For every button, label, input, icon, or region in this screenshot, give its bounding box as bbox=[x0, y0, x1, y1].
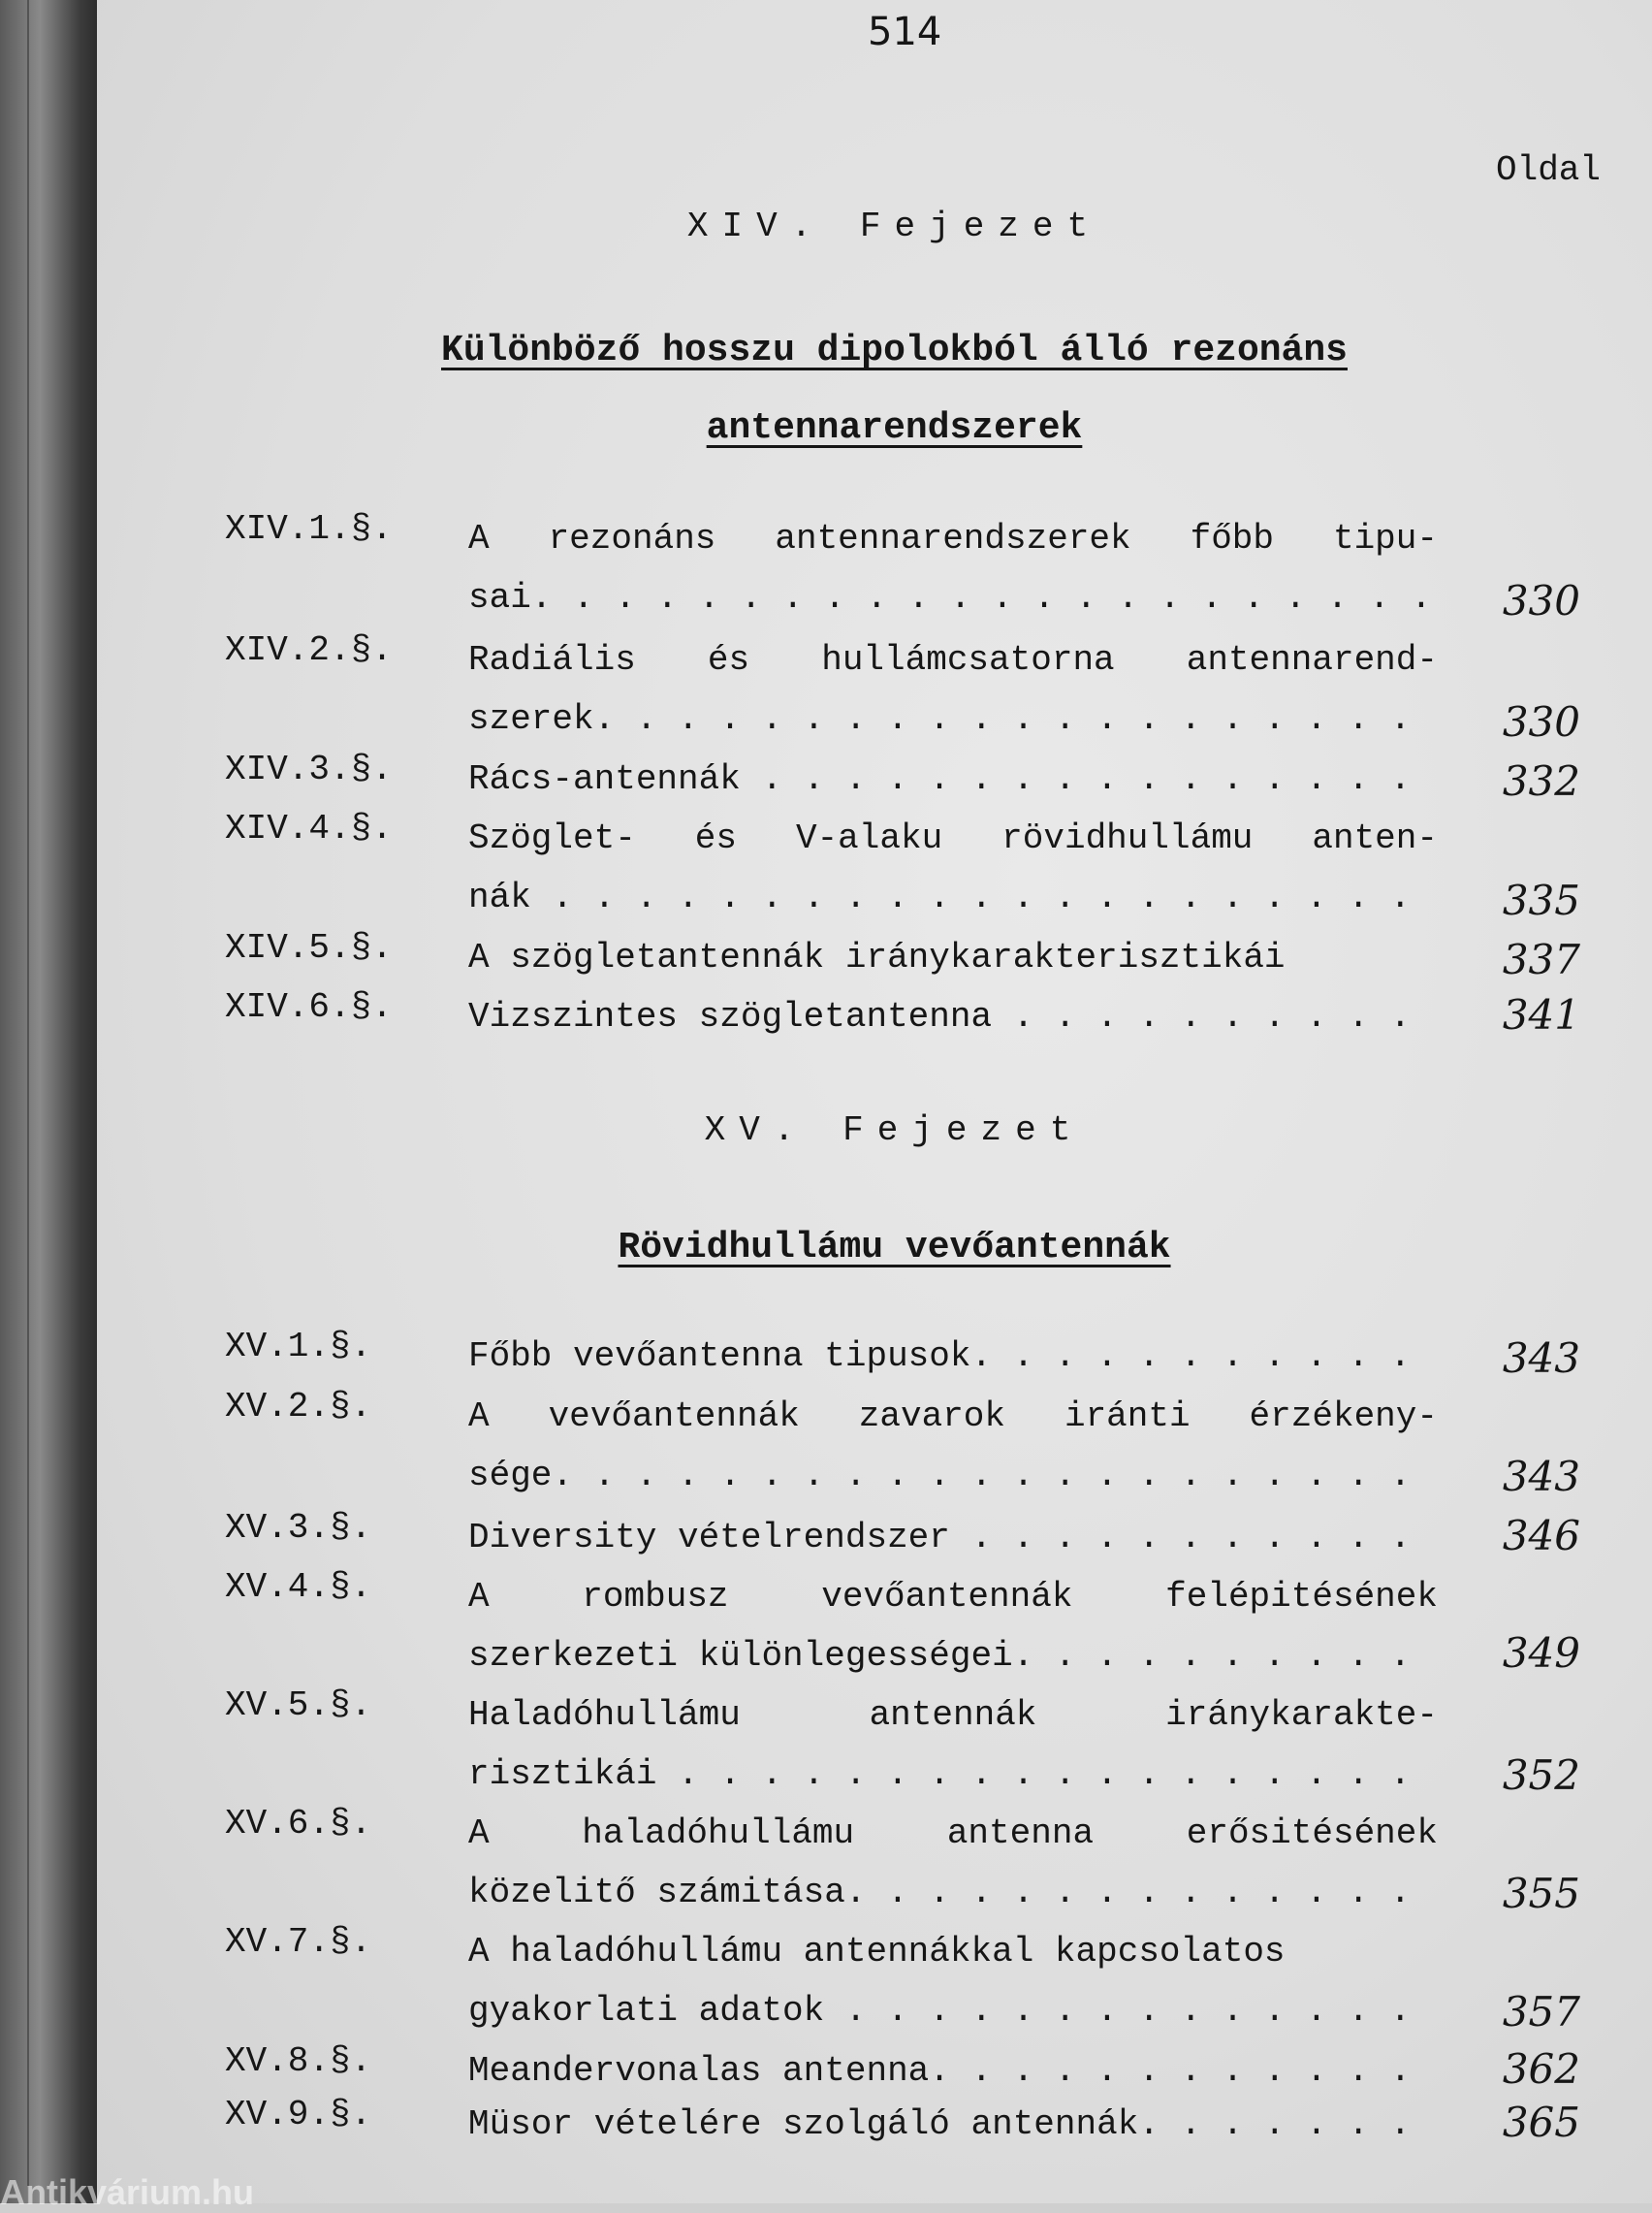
entry-page: 349 bbox=[1502, 1629, 1580, 1677]
entry-page: 355 bbox=[1502, 1870, 1580, 1917]
chapter-title: Rövidhullámu vevőantennák bbox=[618, 1227, 1171, 1268]
entry-text: Rács-antennák . . . bbox=[468, 750, 1438, 809]
entry-page: 341 bbox=[1502, 991, 1580, 1039]
entry-page: 365 bbox=[1502, 2099, 1580, 2146]
entry-number: XV.7.§. bbox=[225, 1922, 372, 1962]
page-number: 514 bbox=[868, 10, 942, 54]
entry-text: Radiális és hullámcsatorna antennarend- szerek. . . . bbox=[468, 630, 1438, 749]
chapter-title: Különböző hosszu dipolokból álló rezonáns bbox=[441, 330, 1348, 371]
chapter-title: antennarendszerek bbox=[706, 407, 1083, 449]
entry-number: XIV.1.§. bbox=[225, 509, 393, 549]
entry-text: Diversity vételrendszer . . . bbox=[468, 1508, 1438, 1567]
entry-number: XIV.4.§. bbox=[225, 809, 393, 849]
entry-page: 357 bbox=[1502, 1988, 1580, 2036]
chapter-heading: XV. Fejezet bbox=[704, 1110, 1085, 1150]
entry-number: XV.3.§. bbox=[225, 1508, 372, 1548]
entry-text: A rombusz vevőantennák felépitésének szerkezeti különlegességei. . . . bbox=[468, 1567, 1438, 1685]
page-column-label: Oldal bbox=[1496, 150, 1602, 190]
entry-page: 346 bbox=[1502, 1512, 1580, 1559]
entry-page: 362 bbox=[1502, 2045, 1580, 2093]
entry-number: XV.4.§. bbox=[225, 1567, 372, 1607]
entry-page: 343 bbox=[1502, 1453, 1580, 1500]
entry-text: Vizszintes szögletantenna . . . bbox=[468, 987, 1438, 1046]
entry-text: A rezonáns antennarendszerek főbb tipu- sai. . . . bbox=[468, 509, 1438, 627]
entry-number: XIV.5.§. bbox=[225, 928, 393, 968]
entry-number: XIV.6.§. bbox=[225, 987, 393, 1027]
entry-number: XV.2.§. bbox=[225, 1387, 372, 1427]
entry-text: Haladóhullámu antennák iránykarakte- risztikái . . . bbox=[468, 1685, 1438, 1804]
entry-text: Müsor vételére szolgáló antennák. . . . bbox=[468, 2095, 1438, 2154]
entry-page: 352 bbox=[1502, 1751, 1580, 1799]
watermark: Antikvárium.hu bbox=[0, 2172, 255, 2212]
entry-page: 337 bbox=[1502, 936, 1580, 983]
entry-page: 330 bbox=[1502, 577, 1580, 625]
entry-text: A szögletantennák iránykarakterisztikái bbox=[468, 938, 1286, 978]
entry-page: 330 bbox=[1502, 698, 1580, 746]
entry-text: A haladóhullámu antenna erősitésének közelitő számitása. . . . bbox=[468, 1804, 1438, 1922]
entry-text: A vevőantennák zavarok iránti érzékeny- sége. . . . bbox=[468, 1387, 1438, 1505]
entry-number: XIV.3.§. bbox=[225, 750, 393, 789]
entry-text: Főbb vevőantenna tipusok. . . . bbox=[468, 1327, 1438, 1386]
entry-text: Szöglet- és V-alaku rövidhullámu anten- nák . . . bbox=[468, 809, 1438, 927]
chapter-heading: XIV. Fejezet bbox=[686, 207, 1102, 246]
entry-number: XV.9.§. bbox=[225, 2095, 372, 2134]
entry-text: A haladóhullámu antennákkal kapcsolatos gyakorlati adatok . . . bbox=[468, 1922, 1438, 2040]
entry-number: XV.5.§. bbox=[225, 1685, 372, 1725]
entry-number: XIV.2.§. bbox=[225, 630, 393, 670]
entry-number: XV.1.§. bbox=[225, 1327, 372, 1366]
entry-page: 343 bbox=[1502, 1334, 1580, 1382]
entry-text: Meandervonalas antenna. . . . bbox=[468, 2041, 1438, 2101]
entry-page: 332 bbox=[1502, 757, 1580, 805]
entry-number: XV.8.§. bbox=[225, 2041, 372, 2081]
entry-number: XV.6.§. bbox=[225, 1804, 372, 1844]
entry-page: 335 bbox=[1502, 877, 1580, 924]
